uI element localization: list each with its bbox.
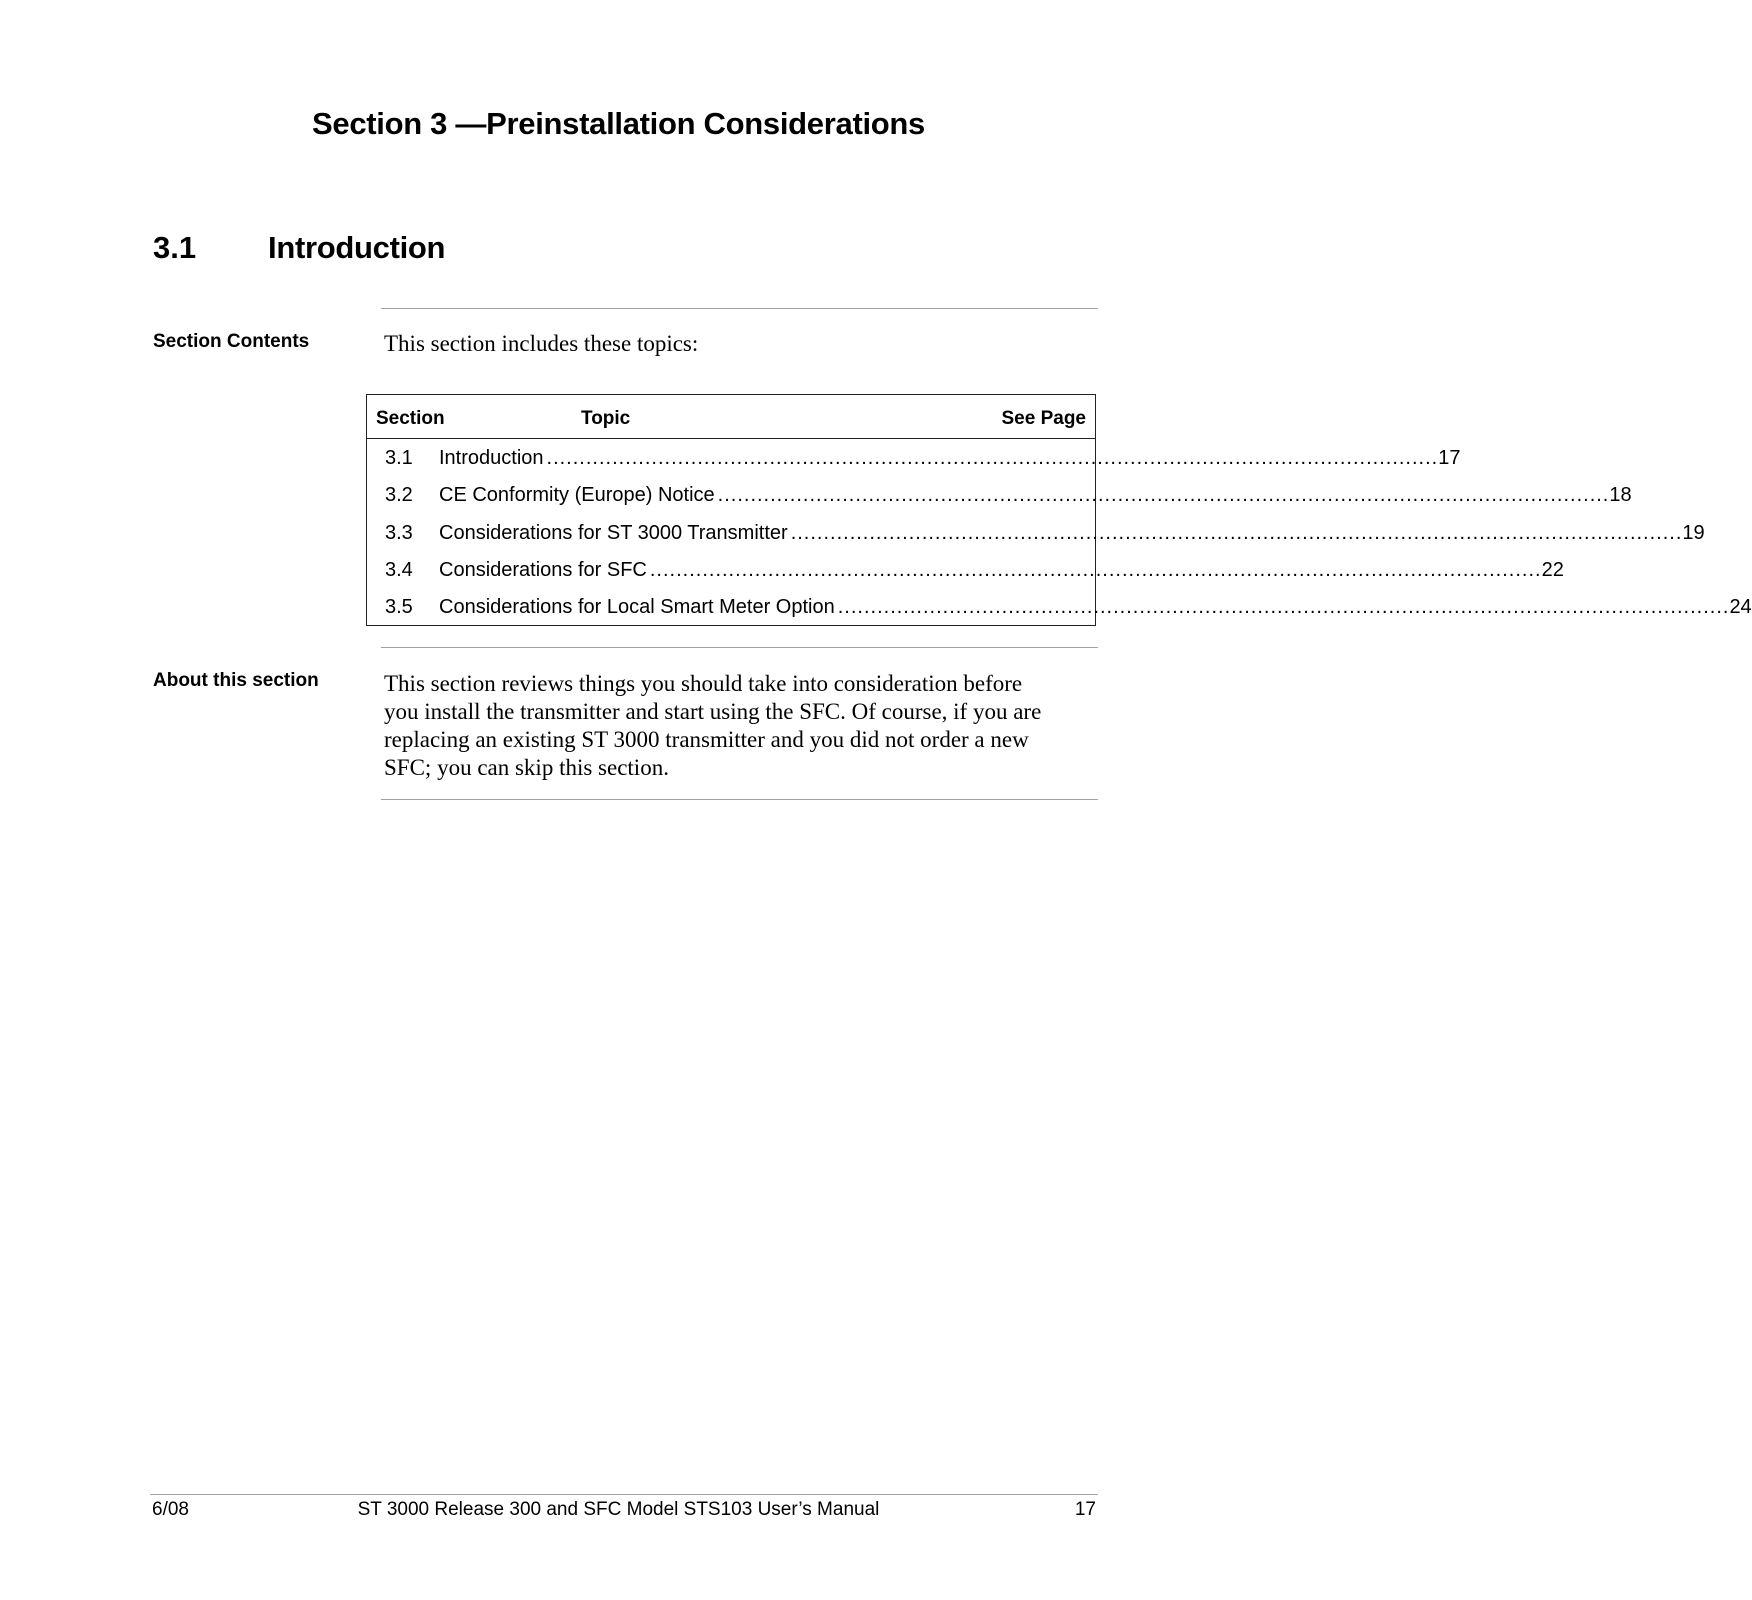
topics-table-header [367,395,1095,439]
row-topic: Introduction [439,447,544,469]
footer-divider [150,1494,1098,1495]
dot-leader: ........................................................................................................................................ [546,447,1439,469]
table-row [367,519,1705,547]
divider [381,799,1098,800]
column-header-page: See Page [1001,408,1086,429]
section-heading: Introduction [268,230,446,265]
table-row [367,556,1564,584]
paragraph-line: This section reviews things you should take into consideration before [384,671,1023,696]
page-title: Section 3 —Preinstallation Considerations [312,106,925,141]
about-section-paragraph [384,670,1084,782]
topics-table [366,394,1752,626]
column-header-topic: Topic [581,408,631,429]
row-topic: CE Conformity (Europe) Notice [439,484,715,506]
paragraph-line: replacing an existing ST 3000 transmitter and you did not order a new [384,727,1029,752]
row-section-number: 3.3 [385,522,413,544]
row-topic: Considerations for Local Smart Meter Option [439,596,835,618]
row-section-number: 3.1 [385,447,413,469]
footer-date: 6/08 [152,1499,189,1520]
row-topic: Considerations for SFC [439,559,647,581]
section-contents-intro: This section includes these topics: [384,331,699,356]
table-row [367,444,1461,472]
row-section-number: 3.2 [385,484,413,506]
dot-leader: ........................................................................................................................................ [837,596,1730,618]
about-section-label: About this section [153,670,319,691]
row-page: 18 [1609,484,1632,506]
footer-manual-title: ST 3000 Release 300 and SFC Model STS103 User’s Manual [357,1499,880,1520]
row-section-number: 3.4 [385,559,413,581]
row-page: 19 [1682,522,1705,544]
table-row [367,481,1632,509]
row-page: 17 [1438,447,1461,469]
table-row [367,593,1752,621]
row-section-number: 3.5 [385,596,413,618]
row-page: 22 [1541,559,1564,581]
dot-leader: ........................................................................................................................................ [717,484,1610,506]
footer-page-number: 17 [1074,1499,1096,1520]
divider [381,647,1098,648]
paragraph-line: you install the transmitter and start using the SFC. Of course, if you are [384,699,1042,724]
row-topic: Considerations for ST 3000 Transmitter [439,522,788,544]
divider [381,308,1098,309]
row-page: 24 [1729,596,1752,618]
column-header-section: Section [376,408,445,429]
dot-leader: ........................................................................................................................................ [790,522,1683,544]
section-number: 3.1 [153,230,197,265]
paragraph-line: SFC; you can skip this section. [384,755,669,780]
section-contents-label: Section Contents [153,331,310,352]
dot-leader: ........................................................................................................................................ [649,559,1542,581]
